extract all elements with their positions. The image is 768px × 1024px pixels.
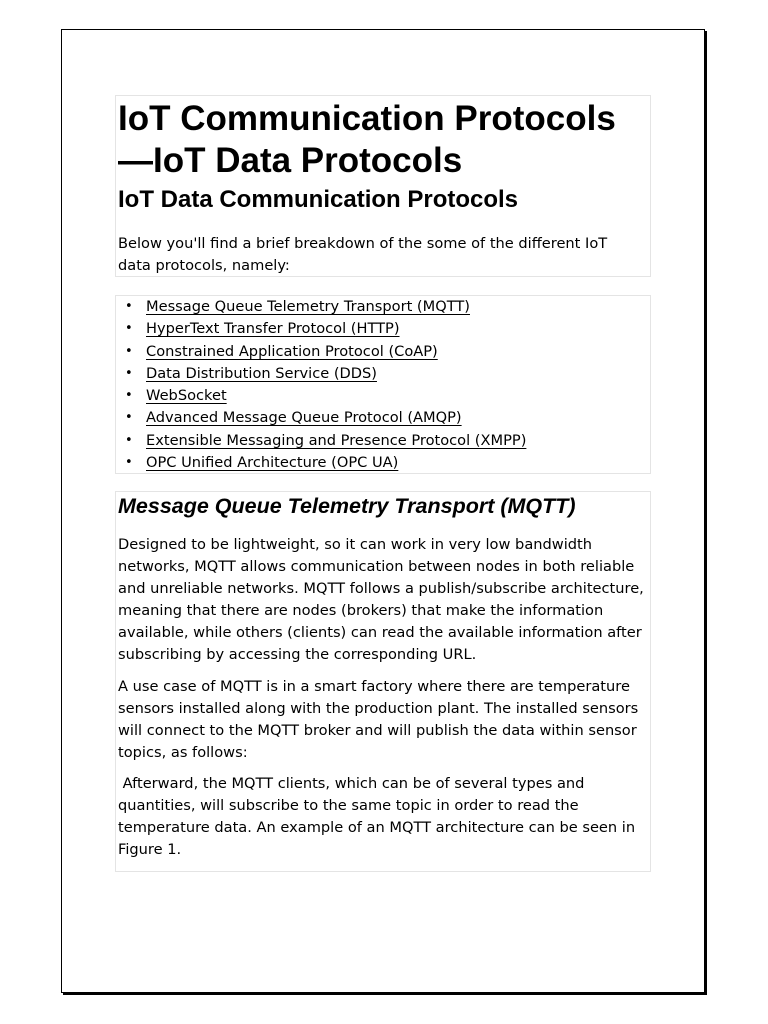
protocol-link-amqp[interactable]: Advanced Message Queue Protocol (AMQP) xyxy=(146,409,462,427)
list-item xyxy=(116,407,526,429)
protocol-link-http[interactable]: HyperText Transfer Protocol (HTTP) xyxy=(146,320,400,338)
bullet-icon: • xyxy=(125,455,133,471)
list-item xyxy=(116,296,526,318)
list-item xyxy=(116,363,526,385)
bullet-icon: • xyxy=(125,410,133,426)
list-item xyxy=(116,452,526,474)
bullet-icon: • xyxy=(125,321,133,337)
mqtt-section xyxy=(115,491,651,872)
mqtt-paragraph: Designed to be lightweight, so it can work in very low bandwidth networks, MQTT allows communication between nodes in both reliable and unreliable networks. MQTT follows a publish/subscribe architecture, meaning that there are nodes (brokers) that make the information available, while others (clients) can read the available information after subscribing by accessing the corresponding URL. xyxy=(118,536,644,663)
protocol-link-coap[interactable]: Constrained Application Protocol (CoAP) xyxy=(146,342,438,360)
protocol-link-opc-ua[interactable]: OPC Unified Architecture (OPC UA) xyxy=(146,454,399,472)
bullet-icon: • xyxy=(125,388,133,404)
protocol-list-section xyxy=(115,295,651,474)
bullet-icon: • xyxy=(125,299,133,314)
protocol-link-dds[interactable]: Data Distribution Service (DDS) xyxy=(146,364,377,382)
list-item xyxy=(116,430,526,452)
protocol-link-websocket[interactable]: WebSocket xyxy=(146,387,227,405)
list-item xyxy=(116,341,526,363)
bullet-icon: • xyxy=(125,432,133,448)
page-subtitle: IoT Data Communication Protocols xyxy=(118,186,519,213)
intro-paragraph: Below you'll find a brief breakdown of the some of the different IoT data protocols, namely: xyxy=(118,235,608,274)
mqtt-paragraph: Afterward, the MQTT clients, which can be of several types and quantities, will subscribe to the same topic in order to read the temperature data. An example of an MQTT architecture can be seen in Figure 1. xyxy=(118,775,640,858)
protocol-link-xmpp[interactable]: Extensible Messaging and Presence Protocol (XMPP) xyxy=(146,431,527,449)
protocol-link-mqtt[interactable]: Message Queue Telemetry Transport (MQTT) xyxy=(146,298,470,315)
mqtt-paragraph: A use case of MQTT is in a smart factory where there are temperature sensors installed along with the production plant. The installed sensors will connect to the MQTT broker and will publish the data within sensor topics, as follows: xyxy=(118,678,639,761)
list-item xyxy=(116,318,526,340)
page-title: IoT Communication Protocols—IoT Data Protocols xyxy=(118,99,616,180)
bullet-icon: • xyxy=(125,365,133,381)
title-section xyxy=(115,95,651,277)
bullet-icon: • xyxy=(125,343,133,359)
mqtt-heading: Message Queue Telemetry Transport (MQTT) xyxy=(118,494,576,518)
list-item xyxy=(116,385,526,407)
protocol-list xyxy=(116,296,526,474)
